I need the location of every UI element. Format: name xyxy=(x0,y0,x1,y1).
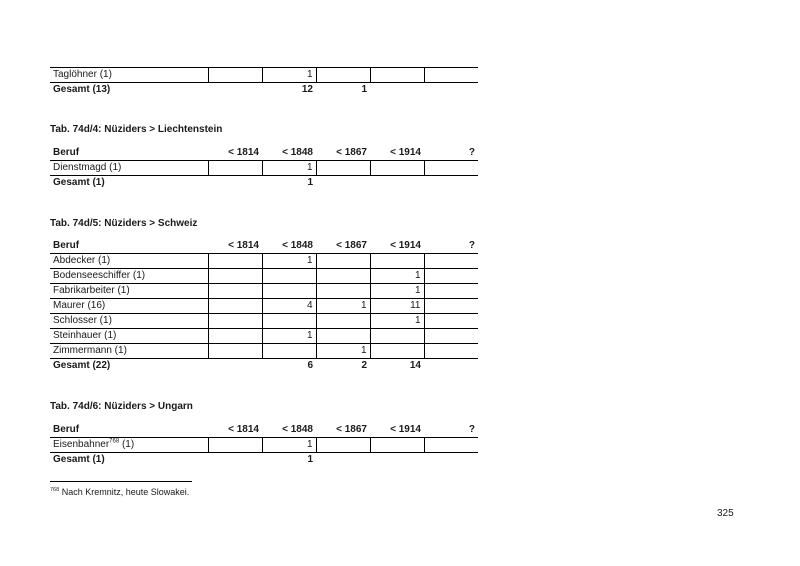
column-header: < 1867 xyxy=(316,239,370,254)
total-row xyxy=(50,359,478,374)
value-cell xyxy=(424,254,478,269)
table-ungarn xyxy=(50,423,478,467)
table-row xyxy=(50,438,478,453)
total-value xyxy=(208,453,262,468)
total-value: 1 xyxy=(307,454,313,465)
table-body xyxy=(50,254,478,374)
value-cell xyxy=(370,329,424,344)
table-header xyxy=(50,146,478,161)
column-header: < 1814 xyxy=(208,239,262,254)
total-value xyxy=(316,176,370,191)
value-cell: 1 xyxy=(262,438,316,453)
value-cell xyxy=(262,284,316,299)
beruf-cell: Schlosser (1) xyxy=(50,314,208,329)
value-cell xyxy=(208,284,262,299)
column-header: < 1914 xyxy=(370,239,424,254)
column-header: < 1848 xyxy=(262,146,316,161)
beruf-cell: Abdecker (1) xyxy=(50,254,208,269)
value-cell xyxy=(208,161,262,176)
table-header xyxy=(50,423,478,438)
table-row xyxy=(50,254,478,269)
beruf-cell: Maurer (16) xyxy=(50,299,208,314)
table-caption-liechtenstein: Tab. 74d/4: Nüziders > Liechtenstein xyxy=(50,124,223,135)
table-body xyxy=(50,68,478,98)
value-cell: 1 xyxy=(316,299,370,314)
value-cell xyxy=(262,344,316,359)
column-header-beruf: Beruf xyxy=(50,146,208,161)
beruf-cell: Zimmermann (1) xyxy=(50,344,208,359)
value-cell xyxy=(208,438,262,453)
value-cell xyxy=(208,344,262,359)
total-row xyxy=(50,176,478,191)
table-caption-schweiz: Tab. 74d/5: Nüziders > Schweiz xyxy=(50,218,198,229)
value-cell: 1 xyxy=(262,68,316,83)
column-header: < 1867 xyxy=(316,146,370,161)
value-cell xyxy=(370,438,424,453)
total-value: 6 xyxy=(307,360,313,371)
value-cell xyxy=(424,68,478,83)
table-caption-ungarn: Tab. 74d/6: Nüziders > Ungarn xyxy=(50,401,193,412)
value-cell: 1 xyxy=(316,344,370,359)
value-cell xyxy=(208,314,262,329)
total-value xyxy=(208,83,262,98)
value-cell xyxy=(316,314,370,329)
column-header: < 1848 xyxy=(262,423,316,438)
column-header: < 1848 xyxy=(262,239,316,254)
column-header: ? xyxy=(424,423,478,438)
table-row xyxy=(50,284,478,299)
value-cell: 1 xyxy=(370,314,424,329)
value-cell xyxy=(208,269,262,284)
value-cell xyxy=(424,299,478,314)
value-cell xyxy=(316,269,370,284)
total-value: 14 xyxy=(409,360,421,371)
value-cell xyxy=(424,329,478,344)
value-cell xyxy=(316,68,370,83)
footnote-ref: 768 xyxy=(109,438,120,445)
table-body xyxy=(50,438,478,468)
value-cell: 1 xyxy=(262,254,316,269)
column-header: < 1814 xyxy=(208,423,262,438)
table-row xyxy=(50,68,478,83)
beruf-cell: Fabrikarbeiter (1) xyxy=(50,284,208,299)
beruf-count: (1) xyxy=(119,439,135,450)
table-row xyxy=(50,329,478,344)
value-cell: 11 xyxy=(370,299,424,314)
value-cell xyxy=(262,269,316,284)
total-row xyxy=(50,83,478,98)
value-cell: 1 xyxy=(262,329,316,344)
value-cell xyxy=(424,284,478,299)
total-label: Gesamt (22) xyxy=(53,360,111,371)
total-value xyxy=(370,453,424,468)
value-cell xyxy=(208,299,262,314)
beruf-cell: Dienstmagd (1) xyxy=(50,161,208,176)
total-value xyxy=(370,176,424,191)
column-header: < 1867 xyxy=(316,423,370,438)
total-value xyxy=(370,83,424,98)
value-cell xyxy=(424,344,478,359)
value-cell xyxy=(316,329,370,344)
value-cell xyxy=(316,254,370,269)
total-value xyxy=(208,359,262,374)
table-row xyxy=(50,269,478,284)
total-value xyxy=(208,176,262,191)
total-value: 1 xyxy=(361,84,367,95)
total-value xyxy=(424,453,478,468)
column-header: < 1814 xyxy=(208,146,262,161)
value-cell: 1 xyxy=(370,284,424,299)
table-body xyxy=(50,161,478,191)
total-label: Gesamt (1) xyxy=(53,177,105,188)
beruf-cell: Bodenseeschiffer (1) xyxy=(50,269,208,284)
column-header: ? xyxy=(424,146,478,161)
total-value: 1 xyxy=(307,177,313,188)
value-cell xyxy=(208,254,262,269)
column-header: ? xyxy=(424,239,478,254)
value-cell: 1 xyxy=(370,269,424,284)
table-row xyxy=(50,299,478,314)
total-value: 12 xyxy=(301,84,313,95)
beruf-cell: Taglöhner (1) xyxy=(50,68,208,83)
value-cell xyxy=(316,284,370,299)
beruf-cell xyxy=(50,438,208,453)
table-liechtenstein xyxy=(50,146,478,190)
value-cell xyxy=(370,161,424,176)
total-row xyxy=(50,453,478,468)
footnote-separator xyxy=(50,481,192,482)
value-cell xyxy=(370,344,424,359)
footnote-text: Nach Kremnitz, heute Slowakei. xyxy=(59,487,190,497)
table-nueziders-continued xyxy=(50,67,478,97)
total-value xyxy=(424,83,478,98)
footnote-number: 768 xyxy=(50,487,60,493)
table-row xyxy=(50,344,478,359)
footnote xyxy=(50,487,189,497)
column-header: < 1914 xyxy=(370,146,424,161)
beruf-cell: Steinhauer (1) xyxy=(50,329,208,344)
total-value: 2 xyxy=(361,360,367,371)
beruf-text: Eisenbahner xyxy=(53,439,110,450)
total-value xyxy=(316,453,370,468)
total-value xyxy=(424,176,478,191)
value-cell xyxy=(208,68,262,83)
value-cell: 4 xyxy=(262,299,316,314)
table-row xyxy=(50,314,478,329)
page-number: 325 xyxy=(717,508,734,519)
value-cell: 1 xyxy=(262,161,316,176)
value-cell xyxy=(424,161,478,176)
total-value xyxy=(424,359,478,374)
column-header-beruf: Beruf xyxy=(50,423,208,438)
total-label: Gesamt (1) xyxy=(53,454,105,465)
table-schweiz xyxy=(50,239,478,373)
value-cell xyxy=(316,161,370,176)
total-label: Gesamt (13) xyxy=(53,84,111,95)
column-header: < 1914 xyxy=(370,423,424,438)
column-header-beruf: Beruf xyxy=(50,239,208,254)
table-row xyxy=(50,161,478,176)
value-cell xyxy=(208,329,262,344)
value-cell xyxy=(316,438,370,453)
value-cell xyxy=(262,314,316,329)
value-cell xyxy=(424,269,478,284)
table-header xyxy=(50,239,478,254)
value-cell xyxy=(370,254,424,269)
value-cell xyxy=(424,438,478,453)
value-cell xyxy=(424,314,478,329)
value-cell xyxy=(370,68,424,83)
